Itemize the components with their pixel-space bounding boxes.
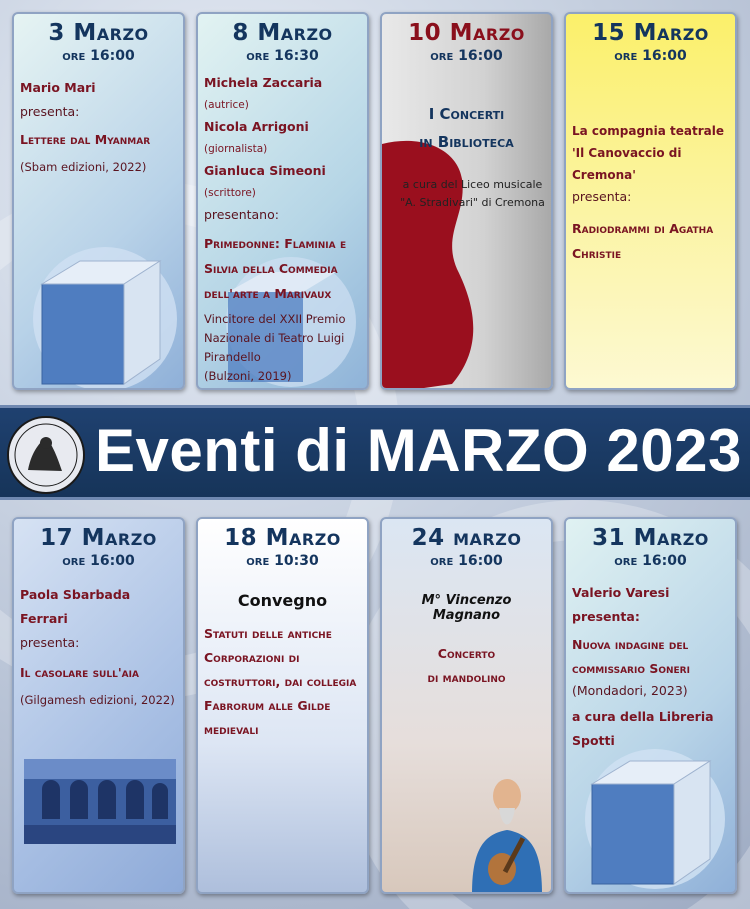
event-date: 18 Marzo (224, 525, 341, 551)
presents-label: presenta: (572, 189, 632, 204)
book-title: Il casolare sull'aia (20, 665, 139, 680)
book-title: Lettere dal Myanmar (20, 132, 151, 147)
book-icon (570, 739, 735, 889)
event-title-line2: di mandolino (427, 670, 506, 685)
presenter-line: Valerio Varesi presenta: (572, 585, 670, 624)
presents-label: presentano: (204, 207, 279, 222)
speaker-role: (autrice) (204, 99, 249, 111)
event-title-line1: Concerto (437, 646, 496, 661)
event-date: 15 Marzo (592, 20, 709, 46)
speaker-3 (204, 160, 361, 204)
event-card-31-marzo (564, 517, 737, 894)
event-date: 31 Marzo (592, 525, 709, 551)
event-date: 3 Marzo (48, 20, 149, 46)
ruins-photo (24, 759, 176, 844)
page-title: Eventi di MARZO 2023 (95, 417, 742, 484)
event-time: ore 16:00 (614, 553, 687, 569)
event-time: ore 16:00 (430, 48, 503, 64)
publisher: (Gilgamesh edizioni, 2022) (20, 693, 175, 707)
event-heading: Convegno (237, 591, 328, 610)
event-date: 8 Marzo (232, 20, 333, 46)
award-note: Vincitore del XXII Premio Nazionale di Teatro Luigi Pirandello (204, 312, 346, 364)
event-card-18-marzo (196, 517, 369, 894)
presenter-name: Mario Mari (20, 80, 96, 95)
event-time: ore 10:30 (246, 553, 319, 569)
book-title: Nuova indagine del commissario Soneri (572, 637, 690, 676)
speaker-name: Gianluca Simeoni (204, 163, 326, 178)
conference-title: Statuti delle antiche Corporazioni di costruttori, dai collegia Fabrorum alle Gilde medievali (204, 626, 357, 737)
speaker-name: Michela Zaccaria (204, 75, 323, 90)
event-date: 24 marzo (411, 525, 522, 551)
speaker-role: (scrittore) (204, 187, 256, 199)
event-title-line2: in Biblioteca (419, 133, 514, 151)
event-time: ore 16:00 (430, 553, 503, 569)
event-card-3-marzo (12, 12, 185, 390)
musician-photo (462, 764, 552, 894)
event-time: ore 16:00 (614, 48, 687, 64)
presents-label: presenta: (20, 104, 80, 119)
event-card-15-marzo (564, 12, 737, 390)
header-banner (0, 405, 750, 500)
publisher: (Sbam edizioni, 2022) (20, 160, 147, 174)
event-date: 17 Marzo (40, 525, 157, 551)
presents-label: presenta: (20, 635, 80, 650)
company-name: 'Il Canovaccio di Cremona' (572, 146, 682, 182)
speaker-1 (204, 72, 361, 116)
event-card-8-marzo (196, 12, 369, 390)
event-title-line1: I Concerti (428, 105, 505, 123)
book-title: Primedonne: Flaminia e Silvia della Commedia dell'arte a Marivaux (204, 236, 347, 301)
book-icon (20, 239, 185, 389)
event-card-24-marzo (380, 517, 553, 894)
organizer-note: a cura della Libreria Spotti (572, 709, 714, 748)
show-title: Radiodrammi di Agatha Christie (572, 221, 714, 261)
event-card-10-marzo (380, 12, 553, 390)
event-time: ore 16:00 (62, 553, 135, 569)
speaker-2 (204, 116, 361, 160)
event-card-17-marzo (12, 517, 185, 894)
organizer-note: a cura del Liceo musicale "A. Stradivari" di Cremona (400, 178, 545, 209)
event-date: 10 Marzo (408, 20, 525, 46)
speaker-role: (giornalista) (204, 143, 268, 155)
company-label: La compagnia teatrale (572, 124, 724, 138)
event-time: ore 16:30 (246, 48, 319, 64)
publisher: (Bulzoni, 2019) (204, 369, 292, 383)
speaker-name: Nicola Arrigoni (204, 119, 309, 134)
performer-name: M° Vincenzo Magnano (421, 593, 512, 623)
presenter-name: Paola Sbarbada Ferrari (20, 587, 131, 626)
event-time: ore 16:00 (62, 48, 135, 64)
publisher: (Mondadori, 2023) (572, 683, 688, 698)
library-seal-icon (6, 415, 86, 495)
